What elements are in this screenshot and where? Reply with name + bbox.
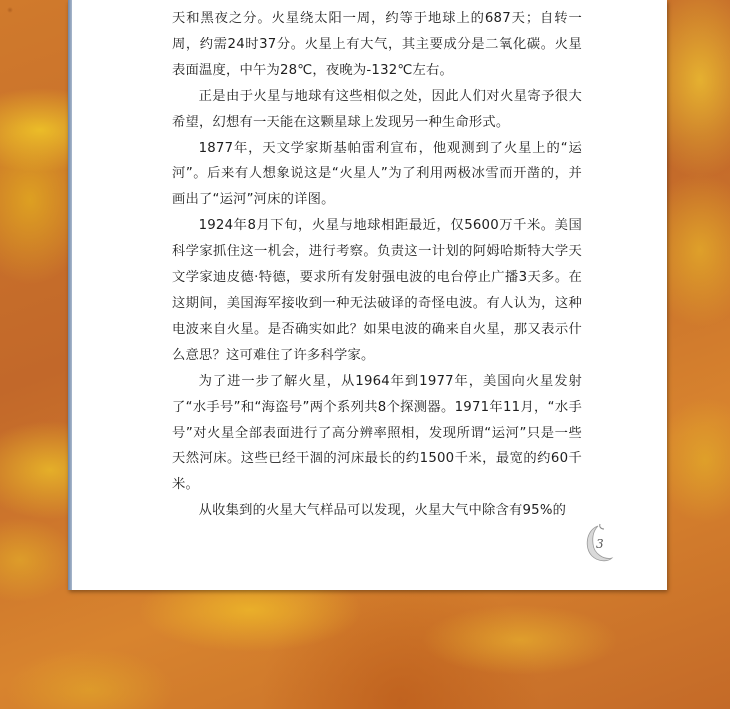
page-spine	[68, 0, 72, 590]
paragraph-3: 1877年，天文学家斯基帕雷利宣布，他观测到了火星上的“运河”。后来有人想象说这是“火星人”为了利用两极冰雪而开凿的，并画出了“运河”河床的详图。	[172, 140, 582, 208]
book-page	[68, 0, 667, 590]
paragraph-1: 天和黑夜之分。火星绕太阳一周，约等于地球上的687天；自转一周，约需24时37分。火星上有大气，其主要成分是二氧化碳。火星表面温度，中午为28℃，夜晚为-132℃左右。	[172, 11, 582, 78]
page-number-label: 3	[596, 537, 604, 551]
paragraph-6: 从收集到的火星大气样品可以发现，火星大气中除含有95%的	[198, 503, 567, 519]
body-text	[172, 6, 582, 524]
page-number	[580, 522, 620, 566]
paragraph-4: 1924年8月下旬，火星与地球相距最近，仅5600万千米。美国科学家抓住这一机会，进行考察。负责这一计划的阿姆哈斯特大学天文学家迪皮德·特德，要求所有发射强电波的电台停止广播3天多。在这期间，美国海军接收到一种无法破译的奇怪电波。有人认为，这种电波来自火星。是否确实如此？如果电波的确来自火星，那又表示什么意思？这可难住了许多科学家。	[172, 218, 582, 363]
paragraph-2: 正是由于火星与地球有这些相似之处，因此人们对火星寄予很大希望，幻想有一天能在这颗星球上发现另一种生命形式。	[172, 88, 582, 130]
paragraph-5: 为了进一步了解火星，从1964年到1977年，美国向火星发射了“水手号”和“海盗号”两个系列共8个探测器。1971年11月，“水手号”对火星全部表面进行了高分辨率照相，发现所谓“运河”只是一些天然河床。这些已经干涸的河床最长的约1500千米，最宽的约60千米。	[172, 373, 582, 493]
